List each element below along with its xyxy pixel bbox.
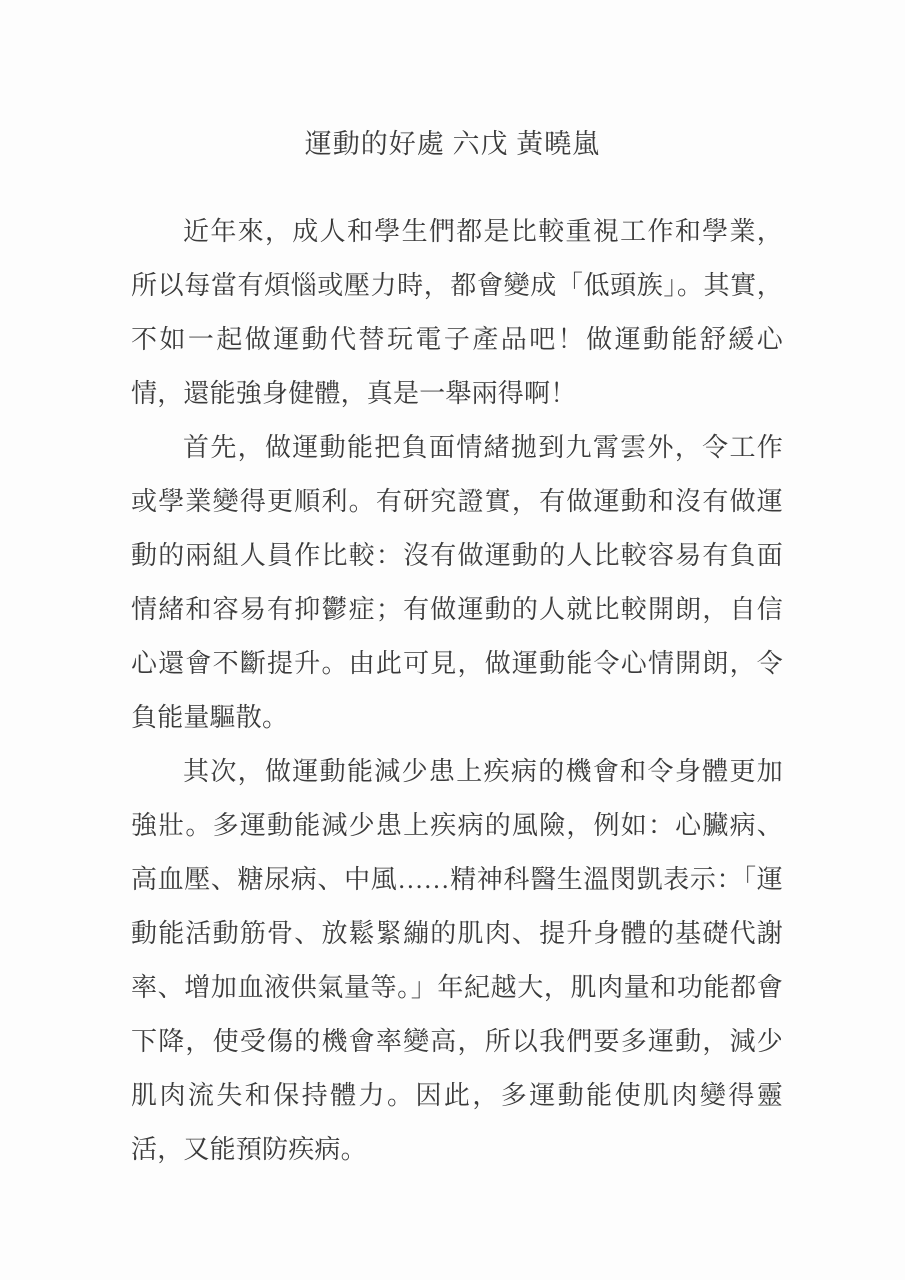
paragraph-intro: 近年來，成人和學生們都是比較重視工作和學業，所以每當有煩惱或壓力時，都會變成「低頭族」。其實，不如一起做運動代替玩電子產品吧！做運動能舒緩心情，還能強身健體，真是一舉兩得啊！: [131, 217, 783, 408]
document-title: 運動的好處 六戊 黃曉嵐: [304, 129, 601, 159]
paragraph-first-benefit: 首先，做運動能把負面情緒拋到九霄雲外，令工作或學業變得更順利。有研究證實，有做運動和沒有做運動的兩組人員作比較：沒有做運動的人比較容易有負面情緒和容易有抑鬱症；有做運動的人就比較開朗，自信心還會不斷提升。由此可見，做運動能令心情開朗，令負能量驅散。: [131, 433, 783, 732]
paragraph-second-benefit: 其次，做運動能減少患上疾病的機會和令身體更加強壯。多運動能減少患上疾病的風險，例如：心臟病、高血壓、糖尿病、中風……精神科醫生溫閔凱表示：「運動能活動筋骨、放鬆緊繃的肌肉、提升身體的基礎代謝率、增加血液供氣量等。」年紀越大，肌肉量和功能都會下降，使受傷的機會率變高，所以我們要多運動，減少肌肉流失和保持體力。因此，多運動能使肌肉變得靈活，又能預防疾病。: [131, 757, 783, 1164]
document-body: [131, 205, 783, 1177]
